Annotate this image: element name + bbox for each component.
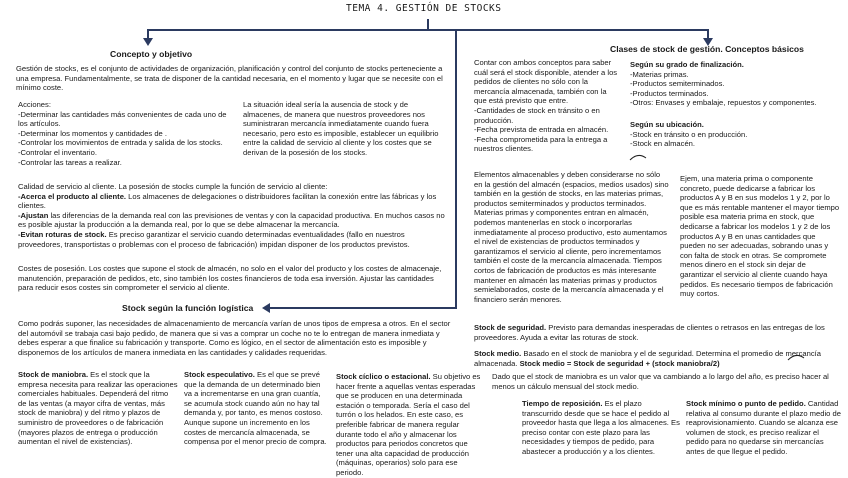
costes-posesion: Costes de posesión. Los costes que supone el stock de almacén, no solo en el valor del producto y los costes de almacenaje, manutención, preparación de pedidos, etc, sino también los costes financieros de toda esa inversión. Ajustar las cantidades para reducir esos costes sin comprometer el servicio al cliente. (18, 264, 442, 293)
stock-ciclico: Stock cíclico o estacional. Su objetivo es hacer frente a aquellas ventas esperadas que se producen en una determinada estación o temporada. Sería el caso del turrón o los helados. En este caso, es preferible fabricar de manera regular durante todo el año y almacenar los productos para periodos concretos que tener una alta capacidad de producción (máquinas, operarios) solo para ese periodo. (336, 372, 481, 477)
calidad-item: -Evitan roturas de stock. Es preciso garantizar el servicio cuando determinadas eventualidades (fallo en nuestros proveedores, transportistas o problemas con el proceso de fabricación) impidan disponer de los productos previstos. (18, 229, 410, 249)
calidad-servicio (18, 182, 446, 249)
acciones-list (18, 100, 236, 167)
grado-finalizacion (630, 60, 840, 108)
stock-medio-nota: Dado que el stock de maniobra es un valor que va cambiando a lo largo del año, es preciso hacer al menos un cálculo mensual del stock medio. (492, 372, 829, 391)
page-title: TEMA 4. GESTIÓN DE STOCKS (346, 3, 502, 14)
contar-item: -Fecha prevista de entrada en almacén. (474, 125, 609, 135)
example-curved-arrow (630, 155, 646, 160)
grado-item: -Productos semiterminados. (630, 79, 725, 89)
ubicacion-item: -Stock en tránsito o en producción. (630, 129, 748, 139)
grado-item: -Materias primas. (630, 69, 689, 79)
stock-especulativo: Stock especulativo. Es el que se prevé que la demanda de un determinado bien va a incrementarse en una gran cuantía, se acumula stock cuando aún no hay tal demanda y, por tanto, es menos costoso. Aunque supone un incremento en los costes de mercancía almacenada, se compensa por el menor precio de compra. (184, 370, 327, 447)
ubicacion-title: Según su ubicación. (630, 120, 704, 129)
concepto-intro: Gestión de stocks, es el conjunto de actividades de organización, planificación y control del conjunto de stocks perteneciente a una empresa. Fundamentalmente, se trata de disponer de la cantidad necesaria, en el momento y lugar que se necesite con el mínimo coste. (16, 64, 443, 93)
contar-item: -Fecha comprometida para la entrega a nuestros clientes. (474, 134, 608, 154)
accion-item: -Determinar las cantidades más convenientes de cada uno de los artículos. (18, 109, 227, 129)
stock-medio-formula: Stock medio = Stock de seguridad + (stock maniobra/2) (519, 358, 720, 368)
contar-text: Contar con ambos conceptos para saber cuál será el stock disponible, atender a los pedidos de clientes no sólo con la mercancía almacenada, también con la que está previsto que entre. (474, 58, 618, 106)
situacion-ideal: La situación ideal sería la ausencia de stock y de almacenes, de manera que nuestros proveedores nos suministraran mercancía inmediatamente cuando fuera necesario, pero esto es imposible, establecer un equilibrio entre la calidad de servicio al cliente y los costes que se derivan de la posesión de los stocks. (243, 100, 439, 157)
concepto-heading: Concepto y objetivo (110, 49, 193, 59)
accion-item: -Controlar los movimientos de entrada y salida de los stocks. (18, 138, 223, 148)
acciones-title: Acciones: (18, 100, 51, 109)
ejemplo-materia-prima: Ejem, una materia prima o componente concreto, puede dedicarse a fabricar los productos A y B en sus modelos 1 y 2, por lo que es más rentable mantener el mayor tiempo posible esa materia prima en stock, que dedicarse a fabricar los modelos 1 y 2 de los productos A y B en unas cantidades que pueden no ser adecuadas, sobrando unas y con falta de stock en otras. Se compromete menos dinero en el stock sin dejar de garantizar el servicio al cliente cuando haya pedidos. Es necesario tiempos de fabricación muy cortos. (680, 174, 840, 299)
contar-conceptos (474, 58, 620, 154)
ubicacion (630, 120, 840, 149)
grado-title: Según su grado de finalización. (630, 60, 744, 69)
ubicacion-item: -Stock en almacén. (630, 139, 695, 149)
funcion-logistica-intro: Como podrás suponer, las necesidades de almacenamiento de mercancía varían de unos tipos de empresa a otros. En el sector del automóvil se trabaja casi bajo pedido, de manera que si vas a comprar un coche no te lo entregan de manera inmediata y debes esperar a que finalice su fabricación y transporte. Como es lógico, en el sector de alimentación esto es imposible y disponemos de los artículos de manera inmediata en las cantidades y calidades requeridas. (18, 319, 451, 357)
calidad-item: -Acerca el producto al cliente. Los almacenes de delegaciones o distribuidores facilitan la conexión entre las fábricas y los clientes. (18, 191, 437, 211)
right-branch-line (428, 30, 708, 40)
clases-stock-heading: Clases de stock de gestión. Conceptos básicos (610, 44, 804, 54)
stock-minimo: Stock mínimo o punto de pedido. Cantidad relativa al consumo durante el plazo medio de reaprovisionamiento. Cuando se alcanza ese volumen de stock, es preciso realizar el pedido para no quedarse sin mercancías antes de que llegue el pedido. (686, 399, 841, 456)
tiempo-reposicion: Tiempo de reposición. Es el plazo transcurrido desde que se hace el pedido al proveedor hasta que llega a los almacenes. Es preciso contar con este plazo para las necesidades y tiempos de pedido, para abastecer a producción y a los clientes. (522, 399, 680, 456)
calidad-intro: Calidad de servicio al cliente. La posesión de stocks cumple la función de servicio al cliente: (18, 182, 328, 191)
contar-item: -Cantidades de stock en tránsito o en producción. (474, 105, 600, 125)
stock-maniobra: Stock de maniobra. Es el stock que la empresa necesita para realizar las operaciones comerciales habituales. Dependerá del ritmo de las ventas (a mayor cifra de ventas, más stock de maniobra) y del ritmo y plazos de suministro de proveedores o de fabricación (mayores plazos de entrega o producción aumentan el nivel de existencias). (18, 370, 178, 447)
grado-item: -Otros: Envases y embalaje, repuestos y componentes. (630, 98, 817, 108)
funcion-logistica-heading: Stock según la función logística (122, 303, 254, 313)
grado-item: -Productos terminados. (630, 88, 709, 98)
accion-item: -Determinar los momentos y cantidades de . (18, 128, 167, 138)
accion-item: -Controlar el inventario. (18, 147, 97, 157)
calidad-item: -Ajustan las diferencias de la demanda real con las previsiones de ventas y con la capacidad productiva. En muchos casos no es posible ajustar la producción a la demanda real, por lo que se debe almacenar la mercancía. (18, 210, 445, 230)
left-arrow-head (143, 38, 153, 46)
accion-item: -Controlar las tareas a realizar. (18, 157, 122, 167)
stock-seguridad: Stock de seguridad. Previsto para demandas inesperadas de clientes o retrasos en las entregas de los proveedores. Ayuda a evitar las roturas de stock. (474, 323, 825, 342)
elementos-almacenables: Elementos almacenables y deben considerarse no sólo en la gestión del almacén (espacios, medios usados) sino también en la gestión de stocks, en las materias primas, productos semiterminados y productos terminados. Materias primas y componentes entran en almacén, podemos mantenerlas en stock o incorporarlas inmediatamente al proceso productivo, esto aumentamos el nivel de existencias de productos terminados y garantizamos el servicio al cliente, pero incrementamos también el coste de la mercancía almacenada. Tiempos cortos de fabricación de productos es más interesante mantener en almacén las materias primas y productos semielaborados, coste de la mercancía almacenada y el financiero serán menores. (474, 170, 669, 304)
bottom-arrow-head (262, 303, 270, 313)
left-branch-line (148, 19, 428, 40)
stock-medio: Stock medio. Basado en el stock de maniobra y el de seguridad. Determina el promedio de mercancía almacenada. Stock medio = Stock de seguridad + (stock maniobra/2) (474, 349, 821, 368)
